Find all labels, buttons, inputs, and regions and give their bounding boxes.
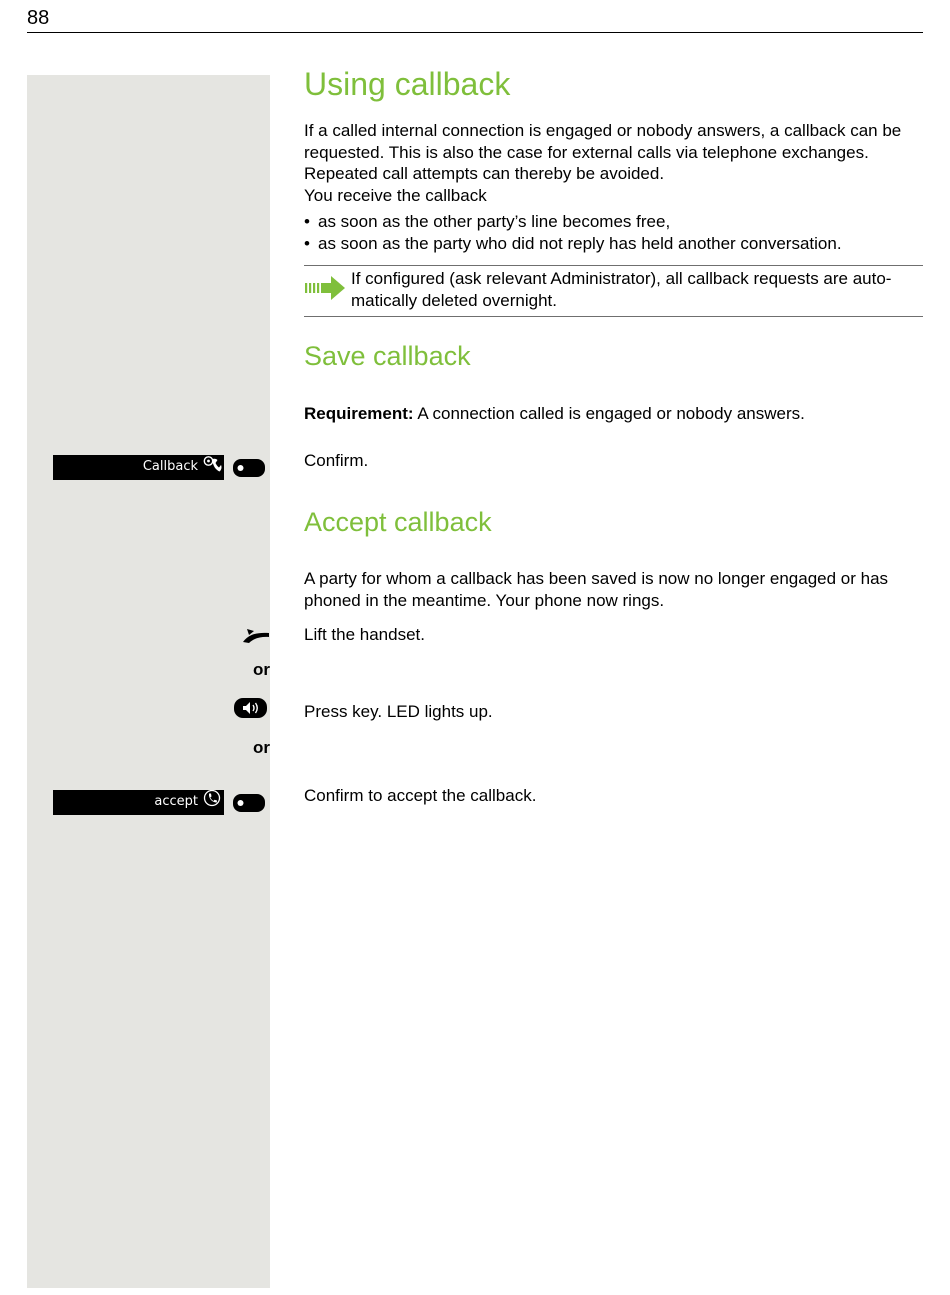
requirement-body: A connection called is engaged or nobody answers.: [413, 404, 805, 423]
step-accept-callback: Confirm to accept the callback.: [304, 786, 537, 805]
handset-icon: [242, 626, 270, 646]
page-number: 88: [27, 7, 50, 29]
confirm-key-button[interactable]: [233, 459, 265, 477]
note-line: matically deleted overnight.: [351, 290, 558, 310]
note-box: [304, 265, 923, 317]
intro-line: requested. This is also the case for external calls via telephone exchanges.: [304, 142, 869, 162]
confirm-key-button[interactable]: [233, 794, 265, 812]
accept-intro: [304, 568, 924, 611]
accept-softkey[interactable]: [53, 790, 224, 815]
accept-intro-line: A party for whom a callback has been saved is now no longer engaged or has: [304, 569, 889, 588]
requirement-label: Requirement:: [304, 404, 414, 423]
left-margin-column: [27, 75, 270, 1288]
condition-list: [304, 211, 924, 254]
page-title: Using callback: [304, 66, 511, 102]
or-label: or: [253, 660, 270, 679]
requirement-text: [304, 403, 924, 425]
section-title-save: Save callback: [304, 341, 471, 371]
top-rule: [27, 32, 923, 33]
note-text: [351, 268, 921, 311]
intro-line: If a called internal connection is engaged or nobody answers, a callback can be: [304, 121, 902, 140]
intro-line: Repeated call attempts can thereby be avoided.: [304, 164, 665, 183]
speaker-key-icon[interactable]: [234, 698, 267, 718]
callback-softkey[interactable]: [53, 455, 224, 480]
callback-icon: [202, 455, 222, 475]
step-press-key: Press key. LED lights up.: [304, 702, 493, 721]
note-line: If configured (ask relevant Administrator), all callback requests are auto-: [351, 269, 892, 288]
intro-paragraph: [304, 120, 924, 206]
softkey-label: Callback: [142, 459, 198, 474]
list-item: • as soon as the other party’s line becomes free,: [304, 211, 924, 233]
arrow-note-icon: [304, 275, 346, 301]
softkey-label: accept: [154, 794, 198, 809]
list-item: • as soon as the party who did not reply has held another conversation.: [304, 233, 924, 255]
phone-icon: [202, 790, 222, 810]
step-lift-handset: Lift the handset.: [304, 625, 425, 644]
or-label: or: [253, 738, 270, 757]
step-confirm: Confirm.: [304, 451, 369, 470]
intro-line: You receive the callback: [304, 185, 487, 205]
section-title-accept: Accept callback: [304, 507, 492, 537]
accept-intro-line: phoned in the meantime. Your phone now rings.: [304, 590, 665, 610]
